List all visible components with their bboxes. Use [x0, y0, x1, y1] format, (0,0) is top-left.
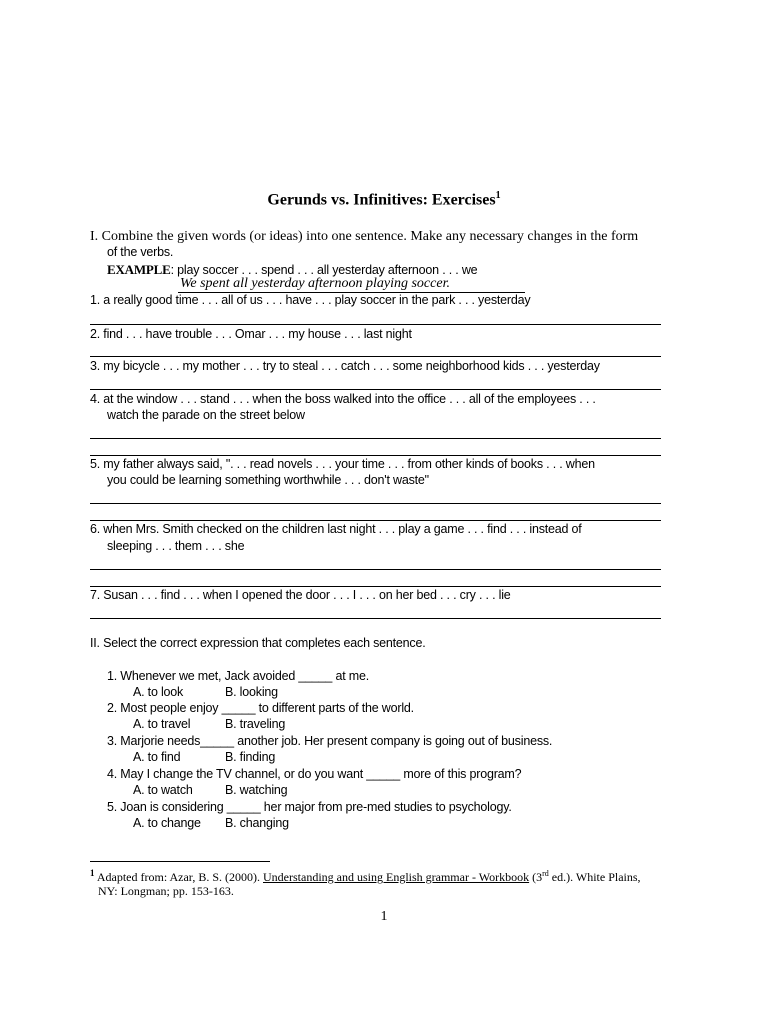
mc-question-1: 1. Whenever we met, Jack avoided _____ at me. — [107, 669, 369, 683]
mc-option-b: B. traveling — [225, 717, 286, 731]
footnote-book-title: Understanding and using English grammar - Workbook — [263, 870, 530, 884]
answer-line — [90, 520, 661, 521]
exercise-item-4: 4. at the window . . . stand . . . when the boss walked into the office . . . all of the employees . . . — [90, 392, 596, 406]
answer-line — [90, 586, 661, 587]
mc-option-a: A. to find — [133, 750, 181, 764]
answer-line — [90, 618, 661, 619]
page-number: 1 — [380, 909, 388, 924]
mc-option-b: B. changing — [225, 816, 289, 830]
exercise-item-5: 5. my father always said, ". . . read novels . . . your time . . . from other kinds of books . . . when — [90, 457, 595, 471]
footnote: $^1$ Adapted from: Azar, B. S. (2000). Understanding and using English grammar - Workbook (3rd ed.). White Plains, — [90, 868, 641, 884]
answer-line — [90, 356, 661, 357]
exercise-item-6: 6. when Mrs. Smith checked on the children last night . . . play a game . . . find . . . instead of — [90, 522, 582, 536]
exercise-item-1: 1. a really good time . . . all of us . . . have . . . play soccer in the park . . . yesterday — [90, 293, 531, 307]
footnote-cont: NY: Longman; pp. 153-163. — [98, 884, 234, 898]
mc-question-4: 4. May I change the TV channel, or do you want _____ more of this program? — [107, 767, 522, 781]
mc-question-3: 3. Marjorie needs_____ another job. Her present company is going out of business. — [107, 734, 553, 748]
part1-instruction-cont: of the verbs. — [107, 245, 174, 259]
footnote-mark: 1 — [90, 868, 95, 878]
answer-line — [90, 389, 661, 390]
part2-instruction: II. Select the correct expression that completes each sentence. — [90, 636, 426, 650]
mc-option-a: A. to look — [133, 685, 184, 699]
example-answer: We spent all yesterday afternoon playing soccer. — [178, 276, 525, 293]
footnote-separator — [90, 861, 270, 862]
answer-line — [90, 503, 661, 504]
footnote-ref: 1 — [495, 190, 501, 201]
mc-question-5: 5. Joan is considering _____ her major from pre-med studies to psychology. — [107, 800, 512, 814]
mc-option-b: B. looking — [225, 685, 278, 699]
exercise-item-7: 7. Susan . . . find . . . when I opened the door . . . I . . . on her bed . . . cry . . . lie — [90, 588, 511, 602]
mc-option-a: A. to watch — [133, 783, 193, 797]
part1-instruction: I. Combine the given words (or ideas) into one sentence. Make any necessary changes in the form — [90, 229, 639, 244]
exercise-item-6-cont: sleeping . . . them . . . she — [107, 539, 245, 553]
answer-line — [90, 438, 661, 439]
exercise-item-2: 2. find . . . have trouble . . . Omar . . . my house . . . last night — [90, 327, 412, 341]
answer-line — [90, 455, 661, 456]
mc-option-a: A. to change — [133, 816, 201, 830]
mc-option-a: A. to travel — [133, 717, 191, 731]
example-prompt: EXAMPLE: play soccer . . . spend . . . all yesterday afternoon . . . we — [107, 262, 478, 277]
exercise-item-4-cont: watch the parade on the street below — [107, 408, 305, 422]
mc-question-2: 2. Most people enjoy _____ to different parts of the world. — [107, 701, 414, 715]
answer-line — [90, 324, 661, 325]
answer-line — [90, 569, 661, 570]
example-label: EXAMPLE — [107, 262, 171, 277]
page-title: Gerunds vs. Infinitives: Exercises$^1$ — [267, 190, 501, 209]
exercise-item-3: 3. my bicycle . . . my mother . . . try to steal . . . catch . . . some neighborhood kids . . . yesterday — [90, 359, 600, 373]
exercise-item-5-cont: you could be learning something worthwhile . . . don't waste" — [107, 473, 429, 487]
mc-option-b: B. finding — [225, 750, 276, 764]
mc-option-b: B. watching — [225, 783, 288, 797]
